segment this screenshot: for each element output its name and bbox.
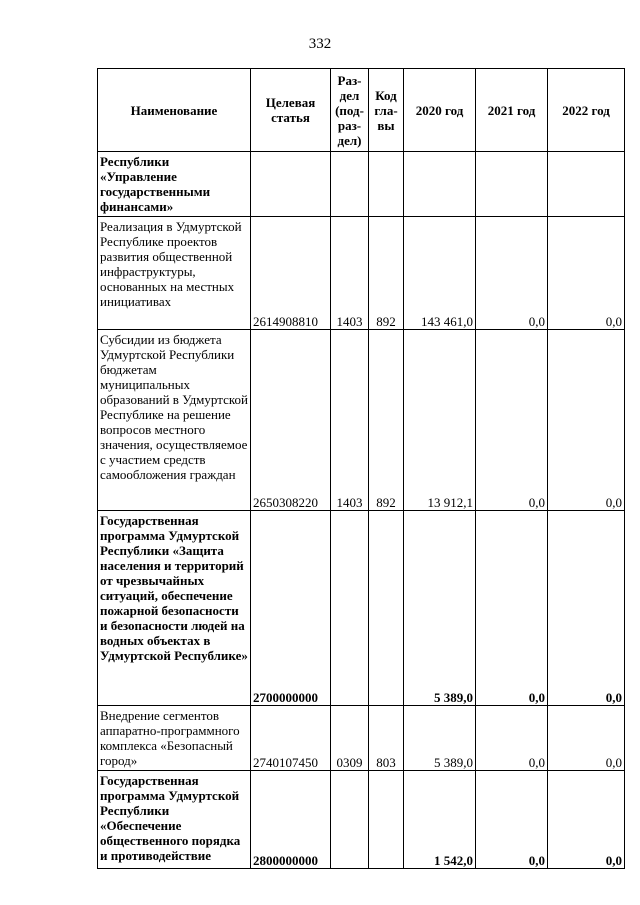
row-name: Государственная программа Удмуртской Республики «Обеспечение общественного порядка и противодействие — [98, 771, 251, 869]
table-row — [98, 771, 625, 869]
row-2022: 0,0 — [548, 511, 625, 706]
row-chapter — [369, 511, 404, 706]
row-chapter — [369, 771, 404, 869]
table-row — [98, 152, 625, 217]
table-row — [98, 217, 625, 330]
row-name: Республики «Управление государственными финансами» — [98, 152, 251, 217]
row-2021: 0,0 — [476, 330, 548, 511]
row-code: 2650308220 — [251, 330, 331, 511]
row-code — [251, 152, 331, 217]
header-2020: 2020 год — [404, 69, 476, 152]
row-chapter: 892 — [369, 330, 404, 511]
row-2021: 0,0 — [476, 511, 548, 706]
row-chapter: 892 — [369, 217, 404, 330]
row-section: 1403 — [331, 217, 369, 330]
header-name: Наименование — [98, 69, 251, 152]
row-2022: 0,0 — [548, 217, 625, 330]
row-2021 — [476, 152, 548, 217]
header-2021: 2021 год — [476, 69, 548, 152]
row-2020: 5 389,0 — [404, 706, 476, 771]
header-2022: 2022 год — [548, 69, 625, 152]
budget-table — [97, 68, 625, 869]
row-2020: 5 389,0 — [404, 511, 476, 706]
row-code: 2740107450 — [251, 706, 331, 771]
table-row — [98, 330, 625, 511]
row-code: 2800000000 — [251, 771, 331, 869]
row-2022: 0,0 — [548, 330, 625, 511]
row-section — [331, 771, 369, 869]
row-2022 — [548, 152, 625, 217]
row-name: Государственная программа Удмуртской Республики «Защита населения и территорий от чрезвычайных ситуаций, обеспечение пожарной безопасности и безопасности людей на водных объектах в Удмуртской Республике» — [98, 511, 251, 706]
row-2021: 0,0 — [476, 706, 548, 771]
row-code: 2700000000 — [251, 511, 331, 706]
header-row — [98, 69, 625, 152]
header-target-article: Целевая статья — [251, 69, 331, 152]
row-name: Субсидии из бюджета Удмуртской Республики бюджетам муниципальных образований в Удмуртской Республике на решение вопросов местного значения, осуществляемое с участием средств самообложения граждан — [98, 330, 251, 511]
page-number: 332 — [308, 36, 332, 52]
table-row — [98, 511, 625, 706]
row-2021: 0,0 — [476, 771, 548, 869]
row-section — [331, 511, 369, 706]
row-2020: 1 542,0 — [404, 771, 476, 869]
row-2020: 13 912,1 — [404, 330, 476, 511]
row-chapter: 803 — [369, 706, 404, 771]
row-2020: 143 461,0 — [404, 217, 476, 330]
row-code: 2614908810 — [251, 217, 331, 330]
row-section — [331, 152, 369, 217]
row-chapter — [369, 152, 404, 217]
row-section: 1403 — [331, 330, 369, 511]
row-section: 0309 — [331, 706, 369, 771]
table-row — [98, 706, 625, 771]
row-name: Реализация в Удмуртской Республике проектов развития общественной инфраструктуры, основанных на местных инициативах — [98, 217, 251, 330]
row-2021: 0,0 — [476, 217, 548, 330]
row-2022: 0,0 — [548, 706, 625, 771]
row-name: Внедрение сегментов аппаратно-программного комплекса «Безопасный город» — [98, 706, 251, 771]
row-2020 — [404, 152, 476, 217]
header-section: Раз- дел (под- раз- дел) — [331, 69, 369, 152]
row-2022: 0,0 — [548, 771, 625, 869]
header-chapter-code: Код гла- вы — [369, 69, 404, 152]
